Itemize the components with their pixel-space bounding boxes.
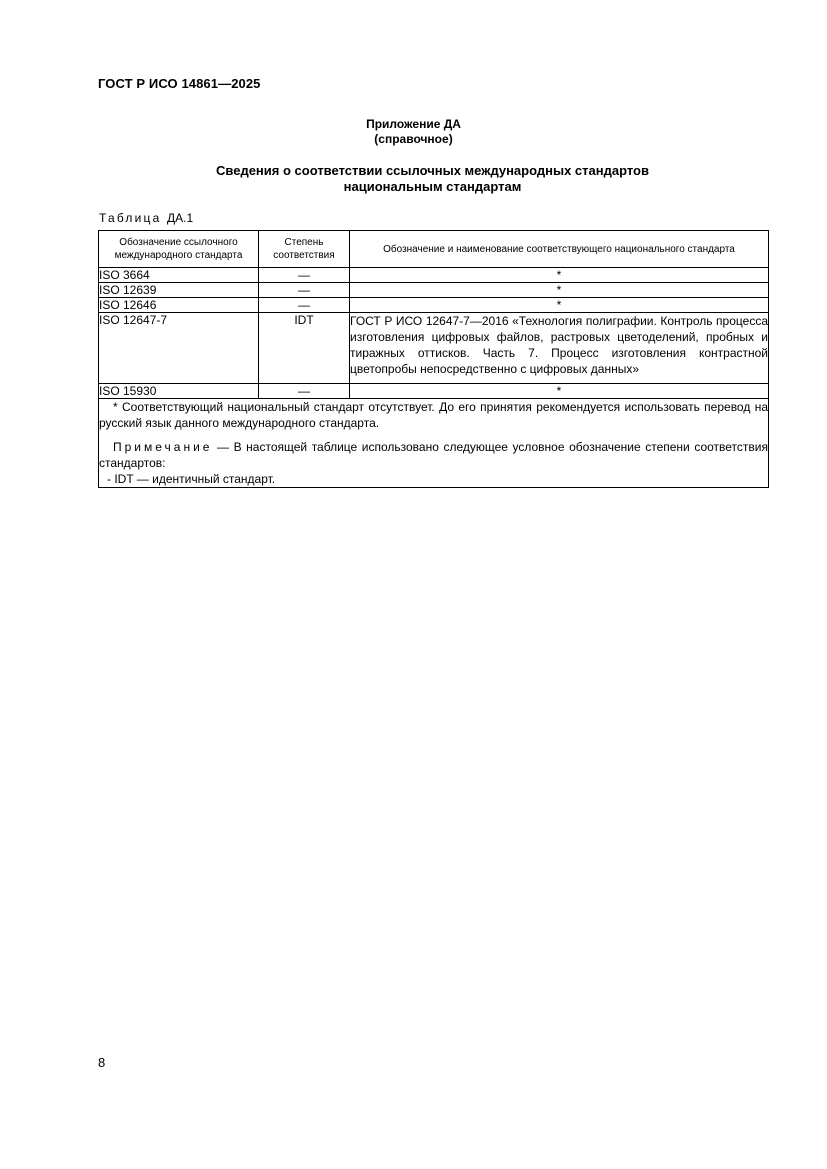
document-title-line2: национальным стандартам	[343, 179, 522, 194]
column-header-reference-line2: международного стандарта	[114, 250, 243, 261]
table-row	[99, 268, 769, 283]
cell-national: *	[350, 268, 769, 283]
document-title-line1: Сведения о соответствии ссылочных международных стандартов	[216, 163, 649, 178]
table-row	[99, 283, 769, 298]
appendix-heading	[0, 117, 827, 147]
table-row	[99, 313, 769, 384]
cell-national: *	[350, 283, 769, 298]
cell-reference: ISO 15930	[99, 384, 259, 399]
column-header-national: Обозначение и наименование соответствующего национального стандарта	[350, 231, 769, 268]
document-title	[0, 163, 827, 195]
note-label: Примечание	[113, 440, 213, 454]
column-header-degree	[259, 231, 350, 268]
standards-table	[98, 230, 769, 488]
cell-reference: ISO 3664	[99, 268, 259, 283]
table-row	[99, 298, 769, 313]
table-notes-row	[99, 399, 769, 488]
table-notes	[99, 399, 769, 488]
table-caption	[99, 211, 193, 225]
table-header-row	[99, 231, 769, 268]
cell-degree: —	[259, 298, 350, 313]
column-header-reference-line1: Обозначение ссылочного	[119, 237, 238, 248]
cell-degree: —	[259, 268, 350, 283]
column-header-degree-line2: соответствия	[273, 250, 335, 261]
footnote: * Соответствующий национальный стандарт отсутствует. До его принятия рекомендуется использовать перевод на русский язык данного международного стандарта.	[99, 400, 768, 430]
standard-code: ГОСТ Р ИСО 14861—2025	[98, 76, 261, 91]
cell-degree: —	[259, 283, 350, 298]
table-caption-number: ДА.1	[167, 211, 194, 225]
appendix-type: (справочное)	[374, 132, 453, 146]
page-number: 8	[98, 1055, 106, 1070]
note	[99, 439, 768, 471]
note-item: - IDT — идентичный стандарт.	[107, 472, 276, 486]
cell-national: ГОСТ Р ИСО 12647-7—2016 «Технология полиграфии. Контроль процесса изготовления цифровых файлов, растровых цветоделений, пробных и тиражных оттисков. Часть 7. Процесс изготовления контрастной цветопробы непосредственно с цифровых данных»	[350, 313, 769, 384]
cell-national: *	[350, 384, 769, 399]
cell-national: *	[350, 298, 769, 313]
table-caption-label: Таблица	[99, 211, 162, 225]
column-header-reference	[99, 231, 259, 268]
cell-reference: ISO 12647-7	[99, 313, 259, 384]
note-text: — В настоящей таблице использовано следующее условное обозначение степени соответствия стандартов:	[99, 440, 768, 470]
cell-reference: ISO 12639	[99, 283, 259, 298]
table-row	[99, 384, 769, 399]
cell-degree: IDT	[259, 313, 350, 384]
cell-reference: ISO 12646	[99, 298, 259, 313]
column-header-degree-line1: Степень	[284, 237, 324, 248]
appendix-title: Приложение ДА	[366, 117, 461, 131]
cell-degree: —	[259, 384, 350, 399]
